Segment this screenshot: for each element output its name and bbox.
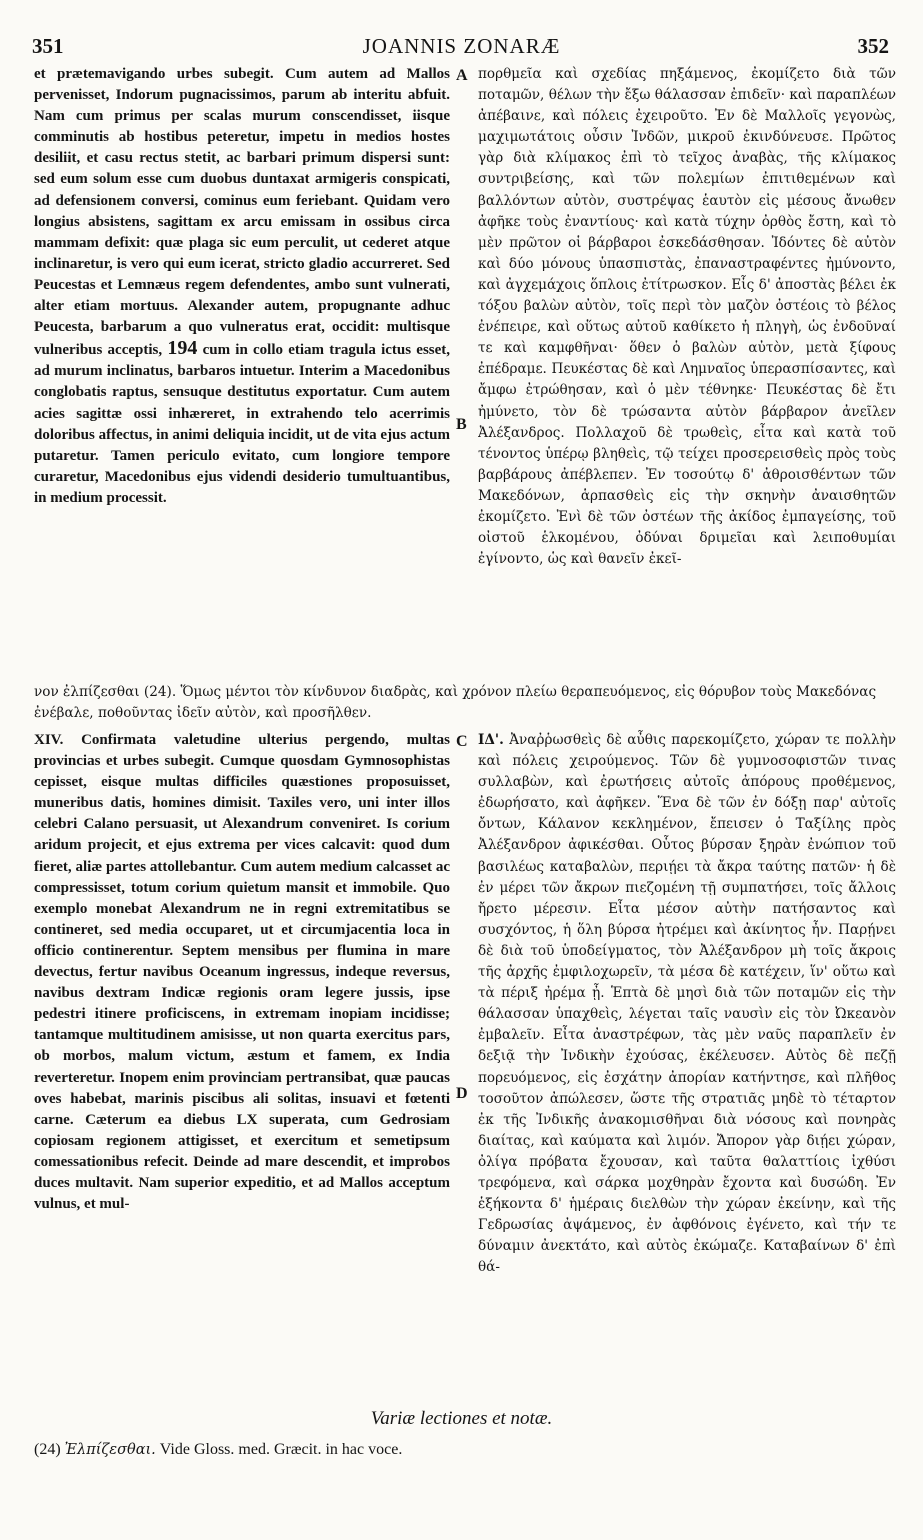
greek-column-lower (478, 730, 896, 1400)
footnote-greek-term: Ἐλπίζεσθαι. (64, 1442, 156, 1458)
footnote (34, 1441, 896, 1459)
greek-text-lower: Ἀναῤῥωσθεὶς δὲ αὖθις παρεκομίζετο, χώραν τε πολλὴν καὶ πόλεις χειρούμενος. Τῶν δὲ γυμνοσοφιστῶν τινας συλλαβὼν, καὶ ἐρωτήσεις αὐτοῖς ἀπόρους προθέμενος, ἐδωρήσατο, καὶ ἀφῆκεν. Ἕνα δὲ τῶν ἐν δόξῃ παρ' αὐτοῖς ὄντων, Κάλανον κεκλημένον, ἔπεισεν ὁ Ταξίλης πρὸς Ἀλέξανδρον ἀφικέσθαι. Οὗτος βύρσαν ξηρὰν ἐνώπιον τοῦ βασιλέως καταβαλὼν, περιῄει τὰ ἄκρα ταύτης πατῶν· ἡ δὲ ἐν μέρει τῶν ἄκρων πιεζομένη τῇ συμπατήσει, τοῖς ἄλλοις ἤρετο μέρεσιν. Εἶτα μέσον αὐτὴν πατήσαντος καὶ συσχόντος, ἡ ὅλη βύρσα ἠτρέμει καὶ ἀκίνητος ἦν. Παρῄνει δὲ διὰ τοῦ ὑποδείγματος, τὸν Ἀλέξανδρον μὴ τοῖς ἄκροις τῆς ἀρχῆς ἐμφιλοχωρεῖν, τὰ μέσα δὲ κατέχειν, ἵν' οὕτω καὶ τὰ πέριξ ἠρέμα ᾖ. Ἑπτὰ δὲ μησὶ διὰ τῶν ποταμῶν εἰς τὴν θάλασσαν ὑπαχθεὶς, λέγεται ταῖς ναυσὶν εἰς τὸν Ὠκεανὸν ἐμβαλεῖν. Εἶτα ἀναστρέφων, τὰς μὲν ναῦς παραπλεῖν ἐν δεξιᾷ τὴν Ἰνδικὴν ἐχούσας, ἐκέλευσεν. Αὐτὸς δὲ πεζῇ πορευόμενος, εἰς ἐσχάτην ἀπορίαν κατήντησε, καὶ πλῆθος τοσοῦτον ἀπώλεσεν, ὥστε τῆς στρατιᾶς μηδὲ τὸ τέταρτον ἐκ τῆς Ἰνδικῆς ἀνακομισθῆναι διὰ νόσους καὶ πονηρὰς διαίτας, καὶ καύματα καὶ λιμόν. Ἄπορον γὰρ διῄει χώραν, ὀλίγα πρόβατα ἔχουσαν, καὶ ταῦτα θαλαττίοις ἰχθύσι τρεφόμενα, καὶ σάρκα μοχθηρὰν ἔχοντα καὶ δυσώδη. Ἐν ἑξήκοντα δ' ἡμέραις διελθὼν τὴν χώραν ἐκείνην, καὶ τῆς Γεδρωσίας ἀψάμενος, ἐν ἀφθόνοις ἐγένετο, καὶ τήν τε δύναμιν ἀνεκτάτο, καὶ αὐτὸς ἐκώμαζε. Καταβαίνων δ' ἐπὶ θά- (478, 732, 896, 1276)
page-number-right: 352 (857, 34, 889, 58)
footnote-number: (24) (34, 1441, 61, 1458)
running-header (0, 34, 923, 60)
margin-letter-d: D (456, 1085, 468, 1102)
latin-text-lower: Confirmata valetudine ulterius pergendo, multas provincias et urbes subegit. Cumque quosdam Gymnosophistas cepisset, eisque multas difficiles quæstiones proposuisset, muneribus datis, homines dimisit. Taxiles vero, uni inter illos celebri Calano persuasit, ut Alexandrum conveniret. Is corium aridum projecit, et ejus extrema per vices calcavit: quod dum fieret, aliæ partes attollebantur. Cum autem medium calcasset ac compressisset, totum corium quietum mansit et immobile. Quo exemplo monebat Alexandrum ne in regni extremitatibus se contineret, sed media occuparet, ut et circumjacentia loca in officio continerentur. Septem mensibus per flumina in mare devectus, fertur navibus Oceanum ingressus, indeque reversus, navibus dextram Indicæ regionis oram legere jussis, ipse pedestri itinere proficiscens, in extremam inopiam incidisse; tantamque multitudinem amisisse, ut non quarta exercitus pars, ob morbos, malum victum, æstum et famem, ex India reverteretur. Inopem enim provinciam pertransibat, quæ paucas oves habebat, marinis piscibus ali solitas, insuavi et fœtenti carne. Cæterum ea diebus LX superata, cum Gedrosiam copiosam regionem attigisset, et exercitum et semetipsum comessationibus refecit. Deinde ad mare descendit, et improbos duces multavit. Nam superior expeditio, et ad Mallos acceptum vulnus, et mul- (34, 732, 450, 1213)
page-title: JOANNIS ZONARÆ (362, 34, 561, 58)
latin-column-lower (34, 730, 450, 1400)
margin-letter-c: C (456, 733, 468, 750)
page-number-left: 351 (32, 34, 64, 58)
section-number-greek: ΙΔ'. (478, 732, 504, 748)
notes-heading: Variæ lectiones et notæ. (370, 1408, 553, 1429)
greek-column-upper: πορθμεῖα καὶ σχεδίας πηξάμενος, ἐκομίζετο διὰ τῶν ποταμῶν, θέλων τὴν ἔξω θάλασσαν ἐπιδεῖν· καὶ παραπλέων ἀπέβαινε, καὶ πόλεις ἐχειροῦτο. Ἐν δὲ Μαλλοῖς γεγονὼς, μαχιμωτάτοις οὖσιν Ἰνδῶν, μικροῦ ἐκινδύνευσε. Πρῶτος γὰρ διὰ κλίμακος ἐπὶ τὸ τεῖχος ἀναβὰς, τῆς κλίμακος συντριβείσης, καὶ τῶν πολεμίων ἐπιτιθεμένων καὶ βαλλόντων αὐτὸν, συστρέψας ἑαυτὸν εἰς μέσους ἄνωθεν ἀφῆκε τοὺς ἐναντίους· καὶ κατὰ τύχην ὀρθὸς ἔστη, καὶ τὸ μὲν πρῶτον οἱ βάρβαροι ἐσκεδάσθησαν. Ἰδόντες δὲ αὐτὸν καὶ δύο μόνους ὑπασπιστὰς, ἐπαναστραφέντες ἠμύνοντο, καὶ ἀγχεμάχοις ὅπλοις ἐτίτρωσκον. Εἷς δ' ἀποστὰς βέλει ἐκ τόξου βαλὼν αὐτὸν, τοῖς περὶ τὸν μαζὸν ὀστέοις τὸ βέλος ἐνέπειρε, καὶ οὕτως αὐτοῦ καθίκετο ἡ πληγὴ, ὡς ἐνδοῦναί τε καὶ καμφθῆναι· ὅθεν ὁ βαλὼν αὐτὸν, μετὰ ξίφους ἐπέδραμε. Πευκέστας δὲ καὶ Λημναῖος ὑπερασπίσαντες, καὶ ἄμφω ἐτρώθησαν, καὶ ὁ μὲν τέθνηκε· Πευκέστας δὲ ἔτι ἠμύνετο, τὸν δὲ τρώσαντα αὐτὸν βάρβαρον ἀνεῖλεν Ἀλέξανδρος. Πολλαχοῦ δὲ τρωθεὶς, εἶτα καὶ κατὰ τοῦ τένοντος ὑπέρῳ βληθεὶς, τῷ τείχει προσερεισθεὶς πρὸς τοὺς βαρβάρους ἀπέβλεπεν. Ἐν τοσούτῳ δ' ἀθροισθέντων τῶν Μακεδόνων, ἁρπασθεὶς εἰς τὴν σκηνὴν ἀναισθητῶν ἐκομίζετο. Ἐνὶ δὲ τῶν ὀστέων τῆς ἀκίδος ἐμπαγείσης, τοῦ οἰστοῦ ἑλκομένου, ὀδύναι δριμεῖαι καὶ λειποθυμίαι ἐγίνοντο, ὡς καὶ θανεῖν ἐκεῖ- (478, 66, 896, 568)
latin-text-upper: et prætemavigando urbes subegit. Cum autem ad Mallos pervenisset, Indorum pugnacissimos, parum ab interitu abfuit. Nam cum primus per scalas murum conscendisset, iisque comminutis ab hostibus peteretur, impetu in medios hostes desiliit, et casu rectus stetit, ac barbari primum dispersi sunt: sed eum solum esse cum duobus duntaxat armigeris conspicati, ad defensionem conversi, cominus eum feriebant. Quidam vero longius absistens, sagittam ex arcu emissam in ossibus circa mammam defixit: quæ plaga sic eum perculit, ut cederet atque inclinaretur, is vero qui eum icerat, stricto gladio accurreret. Sed Peucestas et Lemnæus regem defendentes, ambo sunt vulnerati, alter etiam mortuus. Alexander autem, propugnante adhuc Peucesta, barbarum a quo vulneratus erat, occidit: multisque vulneribus acceptis, (34, 66, 450, 359)
latin-column-upper (34, 64, 450, 680)
margin-letter-a: A (456, 67, 468, 84)
column-reference-number: 194 (167, 337, 198, 360)
margin-letter-b: B (456, 416, 467, 433)
footnote-text: Vide Gloss. med. Græcit. in hac voce. (159, 1441, 403, 1458)
latin-text-upper-end: cum in collo etiam tragula ictus esset, ad murum inclinatus, barbaros intuetur. Interim a Macedonibus conglobatis raptus, sensuque destitutus exportatur. Cum autem acies sagittæ ossi inhæreret, in extrahendo telo acerrimis doloribus affectus, in animi deliquia incidit, ut de vita ejus actum putaretur. Tamen periculo evitato, cum longiore tempore curaretur, Macedonibus ejus videndi desiderio tumultuantibus, in medium processit. (34, 342, 450, 506)
greek-full-width-line: νον ἐλπίζεσθαι (24). Ὅμως μέντοι τὸν κίνδυνον διαδρὰς, καὶ χρόνον πλείω θεραπευόμενος, εἰς θόρυβον τοὺς Μακεδόνας ἐνέβαλε, ποθοῦντας ἰδεῖν αὐτὸν, καὶ προσῆλθεν. (34, 684, 877, 721)
section-number-latin: XIV. (34, 732, 64, 748)
